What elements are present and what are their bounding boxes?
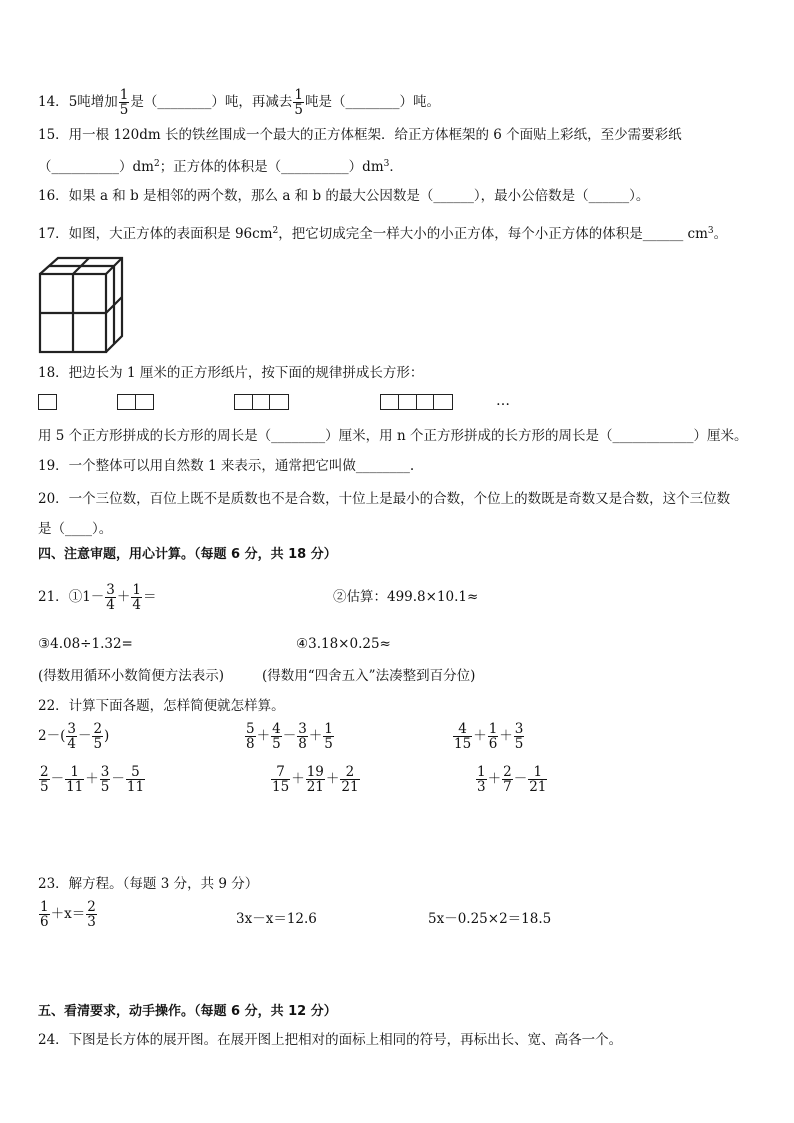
- q17-text-a: 17．如图，大正方体的表面积是 96cm: [38, 226, 273, 242]
- q21-note-2: (得数用“四舍五入”法凑整到百分位): [262, 668, 476, 684]
- numerator: 7: [271, 765, 290, 780]
- denominator: 5: [272, 736, 281, 752]
- numerator: 5: [126, 765, 145, 780]
- numerator: 1: [132, 582, 141, 598]
- q17-end: 。: [713, 226, 728, 242]
- fraction: [119, 88, 130, 117]
- numerator: 3: [514, 721, 524, 737]
- fraction: [100, 765, 111, 794]
- question-21-part1: [38, 583, 156, 612]
- numerator: 5: [246, 721, 255, 737]
- denominator: 6: [40, 914, 49, 930]
- q21-note-1: (得数用循环小数简便方法表示): [38, 668, 225, 684]
- q21-number: 21．: [38, 589, 69, 605]
- square-cell: [235, 395, 253, 409]
- q21-p2: 估算：499.8×10.1≈: [346, 589, 479, 605]
- question-21-part2: [333, 588, 478, 606]
- fraction: [65, 765, 84, 794]
- q22-expression-1: 2－( $\frac{3}{4}$ － $\frac{2}{5}$ ): [38, 721, 110, 752]
- square-cell: [434, 395, 452, 409]
- fraction: [297, 722, 308, 751]
- fraction: [86, 900, 97, 929]
- denominator: 5: [324, 736, 333, 752]
- q22-expression-5: $\frac{7}{15}$ ＋ $\frac{19}{21}$ ＋ $\frac{2}{21}$: [272, 764, 359, 795]
- denominator: 5: [40, 779, 49, 795]
- q14-text-c: 吨是（________）吨。: [304, 94, 440, 110]
- denominator: 5: [93, 736, 103, 752]
- q14-number: 14．: [38, 94, 69, 110]
- ellipsis: …: [496, 393, 510, 409]
- question-22-title: 22．计算下面各题，怎样简便就怎样算。: [38, 698, 285, 714]
- numerator: 1: [528, 765, 547, 780]
- question-14: [38, 88, 440, 117]
- numerator: 1: [40, 899, 49, 915]
- q23-equation-2: 3x－x＝12.6: [236, 911, 317, 927]
- section-5-title: 五、看清要求，动手操作。（每题 6 分，共 12 分）: [38, 1004, 337, 1019]
- fraction: [126, 765, 145, 794]
- fraction: [105, 583, 116, 612]
- fraction: [453, 722, 472, 751]
- denominator: 4: [132, 597, 141, 613]
- circle-1: ①: [68, 589, 83, 605]
- question-21-part4: [296, 635, 391, 653]
- square-cell: [253, 395, 271, 409]
- superscript: 2: [153, 159, 160, 169]
- question-18-line2: 用 5 个正方形拼成的长方形的周长是（________）厘米，用 n 个正方形拼成的长方形的周长是（____________）厘米。: [38, 428, 748, 444]
- numerator: 2: [340, 765, 359, 780]
- denominator: 11: [126, 779, 145, 795]
- question-15-line2: [38, 158, 403, 176]
- square-cell: [399, 395, 417, 409]
- denominator: 4: [106, 597, 115, 613]
- numerator: 19: [306, 764, 324, 780]
- numerator: 1: [119, 87, 129, 103]
- fraction: [476, 765, 487, 794]
- question-15-line1: 15．用一根 120dm 长的铁丝围成一个最大的正方体框架．给正方体框架的 6 个面贴上彩纸，至少需要彩纸: [38, 127, 682, 143]
- q21-p4: 3.18×0.25≈: [308, 636, 391, 652]
- denominator: 8: [246, 736, 255, 752]
- fraction: [39, 900, 50, 929]
- circle-3: ③: [38, 636, 51, 652]
- equation-middle: ＋x＝: [50, 906, 86, 922]
- fraction: [502, 765, 513, 794]
- section-4-title: 四、注意审题，用心计算。（每题 6 分，共 18 分）: [38, 547, 337, 562]
- question-24: 24．下图是长方体的展开图。在展开图上把相对的面标上相同的符号，再标出长、宽、高各一个。: [38, 1032, 623, 1048]
- square-cell: [136, 395, 154, 409]
- numerator: 1: [324, 721, 333, 737]
- fraction: [131, 583, 142, 612]
- numerator: 2: [87, 899, 96, 915]
- q15-end: ．: [389, 159, 403, 175]
- fraction: [488, 722, 499, 751]
- q23-equation-3: 5x－0.25×2＝18.5: [428, 911, 552, 927]
- denominator: 7: [503, 779, 512, 795]
- denominator: 4: [67, 736, 76, 752]
- denominator: 5: [119, 102, 129, 118]
- question-16: 16．如果 a 和 b 是相邻的两个数，那么 a 和 b 的最大公因数是（______），最小公倍数是（______）。: [38, 188, 650, 204]
- fraction: [271, 722, 282, 751]
- numerator: 1: [477, 764, 486, 780]
- denominator: 6: [488, 736, 498, 752]
- denominator: 15: [272, 779, 290, 795]
- denominator: 8: [298, 736, 307, 752]
- square-cell: [39, 395, 56, 409]
- q22-expression-3: $\frac{4}{15}$ ＋ $\frac{1}{6}$ ＋ $\frac{3}{5}$: [454, 721, 524, 752]
- square-cell: [270, 395, 288, 409]
- question-23-title: 23．解方程。（每题 3 分，共 9 分）: [38, 876, 259, 892]
- two-squares: [117, 394, 154, 410]
- fraction: [293, 88, 304, 117]
- fraction: [514, 722, 525, 751]
- numerator: 3: [106, 582, 115, 598]
- fraction: [528, 765, 547, 794]
- circle-2: ②: [333, 589, 347, 605]
- fraction: [245, 722, 256, 751]
- numerator: 4: [272, 721, 281, 737]
- numerator: 2: [503, 764, 512, 780]
- denominator: 5: [100, 779, 110, 795]
- fraction: [39, 765, 50, 794]
- q15-blank-a: （__________）dm: [38, 159, 154, 175]
- one-square: [38, 394, 57, 410]
- question-18-line1: 18．把边长为 1 厘米的正方形纸片，按下面的规律拼成长方形：: [38, 365, 424, 381]
- q14-text-b: 是（________）吨，再减去: [130, 94, 293, 110]
- superscript: 3: [707, 226, 714, 236]
- denominator: 21: [341, 779, 359, 795]
- three-squares: [234, 394, 289, 410]
- q15-blank-b: ；正方体的体积是（__________）dm: [159, 159, 384, 175]
- superscript: 2: [272, 226, 279, 236]
- denominator: 21: [529, 779, 547, 795]
- cube-figure: [36, 254, 126, 356]
- superscript: 3: [383, 159, 390, 169]
- denominator: 3: [87, 914, 96, 930]
- numerator: 1: [488, 721, 498, 737]
- denominator: 15: [454, 736, 472, 752]
- denominator: 21: [306, 779, 324, 795]
- question-17: [38, 225, 727, 243]
- q22-expression-2: $\frac{5}{8}$ ＋ $\frac{4}{5}$ － $\frac{3}{8}$ ＋ $\frac{1}{5}$: [246, 721, 333, 752]
- fraction: [323, 722, 334, 751]
- fraction: [92, 722, 103, 751]
- numerator: 3: [298, 721, 307, 737]
- square-cell: [417, 395, 435, 409]
- denominator: 5: [514, 736, 524, 752]
- question-20-line2: 是（____）。: [38, 521, 113, 537]
- question-19: 19．一个整体可以用自然数 1 来表示，通常把它叫做________.: [38, 458, 415, 474]
- denominator: 5: [294, 102, 303, 118]
- numerator: 4: [453, 722, 472, 737]
- numerator: 3: [67, 721, 76, 737]
- q23-equation-1: [38, 900, 98, 929]
- square-cell: [381, 395, 399, 409]
- four-squares: [380, 394, 453, 410]
- q22-expression-6: $\frac{1}{3}$ ＋ $\frac{2}{7}$ － $\frac{1}{21}$: [477, 764, 547, 795]
- circle-4: ④: [296, 636, 309, 652]
- denominator: 3: [477, 779, 486, 795]
- operator: ＋: [116, 589, 131, 605]
- fraction: [66, 722, 77, 751]
- numerator: 2: [40, 764, 49, 780]
- denominator: 11: [66, 779, 84, 795]
- q21-p1-start: 1－: [82, 589, 105, 605]
- equals: ＝: [142, 589, 157, 605]
- numerator: 3: [100, 764, 110, 780]
- question-20-line1: 20．一个三位数，百位上既不是质数也不是合数，十位上是最小的合数，个位上的数既是奇数又是合数，这个三位数: [38, 491, 731, 507]
- numerator: 1: [294, 87, 303, 103]
- square-cell: [118, 395, 136, 409]
- numerator: 2: [93, 721, 103, 737]
- numerator: 1: [65, 765, 84, 780]
- fraction: [306, 765, 325, 794]
- q17-text-b: ，把它切成完全一样大小的小正方体，每个小正方体的体积是______ cm: [278, 226, 708, 242]
- fraction: [271, 765, 290, 794]
- fraction: [340, 765, 359, 794]
- q14-text-a: 5吨增加: [68, 94, 118, 110]
- q22-expression-4: $\frac{2}{5}$ － $\frac{1}{11}$ ＋ $\frac{3}{5}$ － $\frac{5}{11}$: [40, 764, 145, 795]
- q21-p3: 4.08÷1.32=: [50, 636, 133, 652]
- question-21-part3: [38, 635, 133, 653]
